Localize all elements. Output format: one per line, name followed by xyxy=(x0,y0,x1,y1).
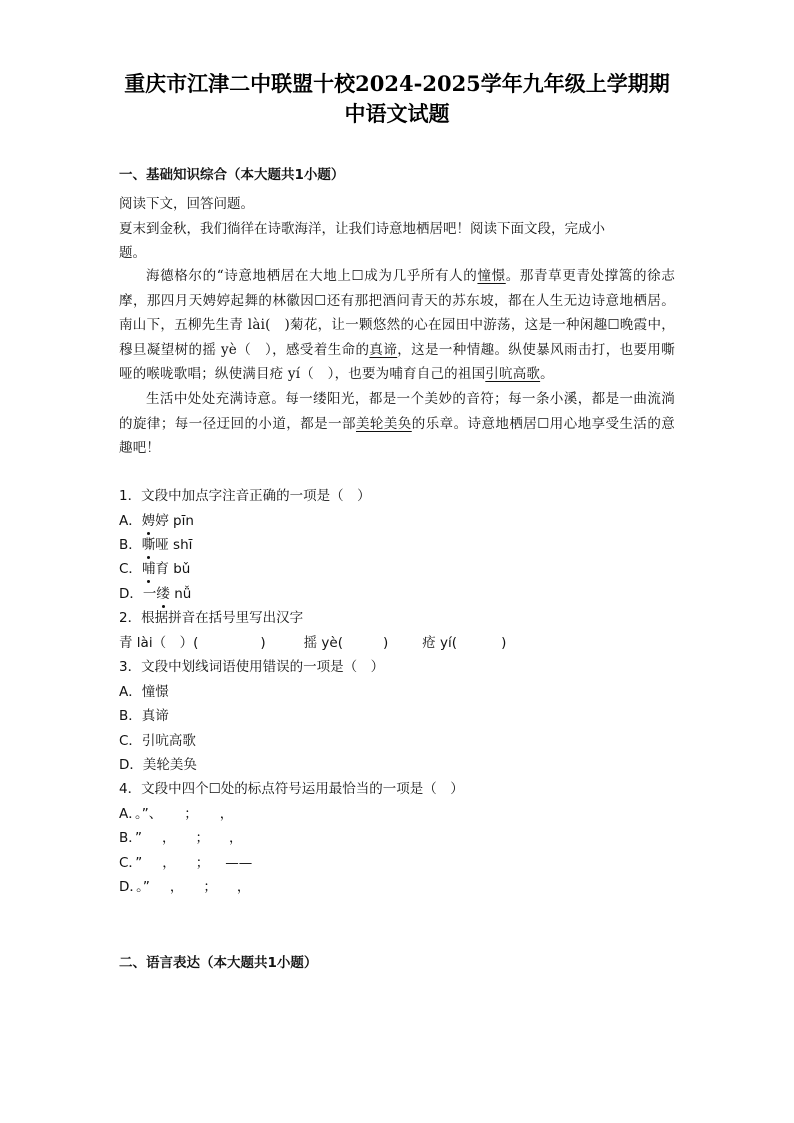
question-3-option-a: A．憧憬 xyxy=(119,684,169,700)
question-1-option-c: C．哺育 bǔ xyxy=(119,561,191,577)
section-1-heading: 一、基础知识综合（本大题共1小题） xyxy=(119,167,345,183)
underlined-word-4: 美轮美奂 xyxy=(355,415,412,432)
question-4-option-d: D．。” ， ； ， xyxy=(119,879,251,895)
question-1-option-d: D．一缕 nǚ xyxy=(119,586,192,602)
question-3-option-c: C．引吭高歌 xyxy=(119,733,196,749)
punctuation-box: ☐ xyxy=(314,292,327,309)
question-2-stem: 2．根据拼音在括号里写出汉字 xyxy=(119,610,304,626)
passage xyxy=(119,264,675,461)
question-1-stem: 1．文段中加点字注音正确的一项是（ ） xyxy=(119,488,371,504)
intro-line-3: 题。 xyxy=(119,245,146,261)
question-4-option-c: C．” ， ； —— xyxy=(119,855,253,871)
page-title-line-2: 中语文试题 xyxy=(344,101,450,126)
intro-line-1: 阅读下文，回答问题。 xyxy=(119,196,254,212)
question-2-blanks: 青 lài（ ）( ) 摇 yè( ) 疮 yí( ) xyxy=(119,635,507,651)
question-1-option-b: B．嘶哑 shī xyxy=(119,537,193,553)
punctuation-box: ☐ xyxy=(607,317,620,334)
question-4-option-a: A．。”、 ； ， xyxy=(119,806,234,822)
punctuation-box: ☐ xyxy=(537,415,550,432)
question-1-option-a: A．娉婷 pīn xyxy=(119,513,194,529)
passage-paragraph-1: 海德格尔的“诗意地栖居在大地上☐成为几乎所有人的憧憬。那青草更青处撑篙的徐志摩，那四月天娉婷起舞的林徽因☐还有那把酒问青天的苏东坡，都在人生无边诗意地栖居。南山下，五柳先生青 lài( )菊花，让一颗悠然的心在园田中游荡，这是一种闲趣☐晚霞中，穆旦凝望树的摇 yè（ ），感受着生命的真谛，这是一种情趣。纵使暴风雨击打，也要用嘶哑的喉咙歌唱；纵使满目疮 yí（ ），也要为哺育自己的祖国引吭高歌。 xyxy=(119,268,676,383)
question-4-stem: 4．文段中四个☐处的标点符号运用最恰当的一项是（ ） xyxy=(119,781,464,797)
intro-line-2: 夏末到金秋，我们徜徉在诗歌海洋，让我们诗意地栖居吧！阅读下面文段，完成小 xyxy=(119,221,605,237)
underlined-word-2: 真谛 xyxy=(369,341,398,358)
section-2-heading: 二、语言表达（本大题共1小题） xyxy=(119,955,318,971)
passage-paragraph-2: 生活中处处充满诗意。每一缕阳光，都是一个美妙的音符；每一条小溪，都是一曲流淌的旋律；每一径迂回的小道，都是一部美轮美奂的乐章。诗意地栖居☐用心地享受生活的意趣吧！ xyxy=(119,390,675,457)
question-4-option-b: B．” ， ； ， xyxy=(119,830,243,846)
question-3-option-b: B．真谛 xyxy=(119,708,169,724)
punctuation-box: ☐ xyxy=(351,268,364,284)
underlined-word-1: 憧憬 xyxy=(477,268,506,284)
question-3-stem: 3．文段中划线词语使用错误的一项是（ ） xyxy=(119,659,385,675)
underlined-word-3: 引吭高歌 xyxy=(485,366,541,383)
question-3-option-d: D．美轮美奂 xyxy=(119,757,197,773)
page-title-line-1: 重庆市江津二中联盟十校2024-2025学年九年级上学期期 xyxy=(124,71,670,96)
